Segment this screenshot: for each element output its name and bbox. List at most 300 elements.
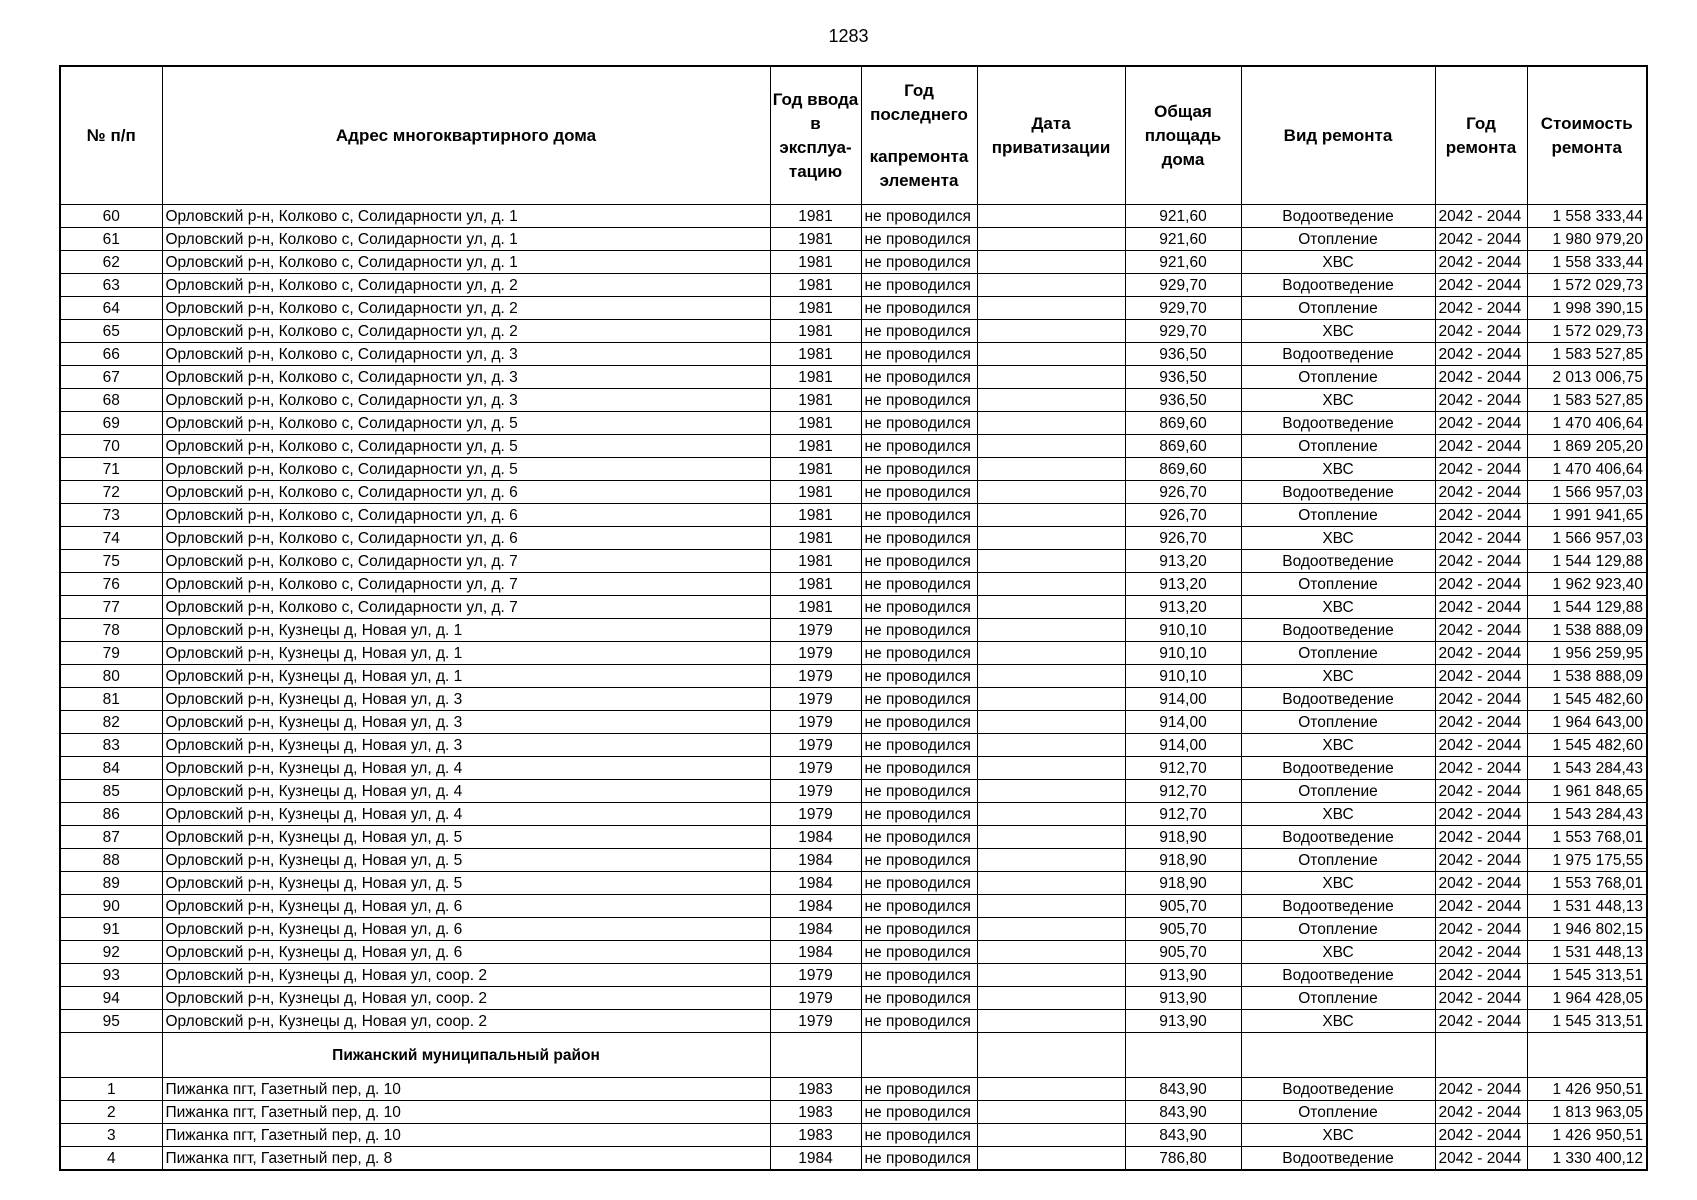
table-header — [60, 66, 1647, 205]
cell-cost: 1 991 941,65 — [1527, 504, 1647, 527]
cell-repair-type: Водоотведение — [1241, 826, 1435, 849]
cell-privatization — [977, 320, 1125, 343]
cell-repair-year: 2042 - 2044 — [1435, 849, 1527, 872]
cell-privatization — [977, 251, 1125, 274]
cell-cost: 1 946 802,15 — [1527, 918, 1647, 941]
cell-last-repair: не проводился — [861, 205, 977, 228]
cell-year-built: 1981 — [770, 527, 861, 550]
cell-privatization — [977, 918, 1125, 941]
cell-repair-year: 2042 - 2044 — [1435, 412, 1527, 435]
cell-cost: 1 572 029,73 — [1527, 320, 1647, 343]
cell-repair-year: 2042 - 2044 — [1435, 964, 1527, 987]
table-row — [60, 918, 1647, 941]
cell-cost: 1 980 979,20 — [1527, 228, 1647, 251]
cell-year-built: 1981 — [770, 481, 861, 504]
table-row — [60, 619, 1647, 642]
cell-area: 905,70 — [1125, 895, 1241, 918]
cell-num: 64 — [60, 297, 162, 320]
cell-address: Орловский р-н, Колково с, Солидарности ул, д. 1 — [162, 251, 770, 274]
cell-cost: 1 543 284,43 — [1527, 757, 1647, 780]
table-row — [60, 826, 1647, 849]
cell-address: Орловский р-н, Колково с, Солидарности ул, д. 5 — [162, 458, 770, 481]
cell-repair-type: Отопление — [1241, 573, 1435, 596]
cell-repair-year: 2042 - 2044 — [1435, 1010, 1527, 1033]
cell-repair-type: Отопление — [1241, 987, 1435, 1010]
cell-repair-type: Водоотведение — [1241, 1078, 1435, 1101]
cell-address: Орловский р-н, Кузнецы д, Новая ул, д. 1 — [162, 665, 770, 688]
cell-empty — [977, 1033, 1125, 1078]
cell-year-built: 1981 — [770, 366, 861, 389]
cell-address: Орловский р-н, Кузнецы д, Новая ул, д. 1 — [162, 642, 770, 665]
cell-address: Орловский р-н, Колково с, Солидарности ул, д. 1 — [162, 205, 770, 228]
cell-cost: 1 330 400,12 — [1527, 1147, 1647, 1171]
cell-num: 65 — [60, 320, 162, 343]
cell-repair-year: 2042 - 2044 — [1435, 918, 1527, 941]
cell-privatization — [977, 734, 1125, 757]
cell-last-repair: не проводился — [861, 504, 977, 527]
cell-repair-type: ХВС — [1241, 803, 1435, 826]
table-row — [60, 573, 1647, 596]
cell-area: 910,10 — [1125, 642, 1241, 665]
cell-repair-type: Водоотведение — [1241, 688, 1435, 711]
cell-num: 94 — [60, 987, 162, 1010]
cell-privatization — [977, 642, 1125, 665]
cell-address: Орловский р-н, Кузнецы д, Новая ул, д. 4 — [162, 757, 770, 780]
cell-last-repair: не проводился — [861, 389, 977, 412]
cell-address: Орловский р-н, Кузнецы д, Новая ул, соор. 2 — [162, 1010, 770, 1033]
cell-repair-year: 2042 - 2044 — [1435, 389, 1527, 412]
cell-area: 921,60 — [1125, 228, 1241, 251]
cell-address: Орловский р-н, Колково с, Солидарности ул, д. 7 — [162, 573, 770, 596]
district-row — [60, 1033, 1647, 1078]
cell-area: 921,60 — [1125, 205, 1241, 228]
table-row — [60, 343, 1647, 366]
cell-privatization — [977, 596, 1125, 619]
cell-num: 79 — [60, 642, 162, 665]
cell-last-repair: не проводился — [861, 1010, 977, 1033]
cell-num: 95 — [60, 1010, 162, 1033]
cell-num: 67 — [60, 366, 162, 389]
district-name: Пижанский муниципальный район — [162, 1033, 770, 1078]
cell-num: 1 — [60, 1078, 162, 1101]
cell-privatization — [977, 366, 1125, 389]
cell-cost: 1 545 313,51 — [1527, 964, 1647, 987]
cell-privatization — [977, 1010, 1125, 1033]
cell-last-repair: не проводился — [861, 527, 977, 550]
cell-last-repair: не проводился — [861, 573, 977, 596]
table-row — [60, 366, 1647, 389]
cell-address: Орловский р-н, Кузнецы д, Новая ул, д. 6 — [162, 941, 770, 964]
cell-year-built: 1984 — [770, 1147, 861, 1171]
table-row — [60, 895, 1647, 918]
cell-cost: 1 962 923,40 — [1527, 573, 1647, 596]
cell-cost: 1 558 333,44 — [1527, 251, 1647, 274]
cell-repair-type: Водоотведение — [1241, 481, 1435, 504]
cell-area: 869,60 — [1125, 435, 1241, 458]
cell-area: 912,70 — [1125, 757, 1241, 780]
cell-privatization — [977, 1124, 1125, 1147]
cell-repair-type: Водоотведение — [1241, 550, 1435, 573]
cell-last-repair: не проводился — [861, 688, 977, 711]
cell-privatization — [977, 780, 1125, 803]
cell-cost: 1 543 284,43 — [1527, 803, 1647, 826]
cell-repair-type: Водоотведение — [1241, 895, 1435, 918]
cell-cost: 1 558 333,44 — [1527, 205, 1647, 228]
cell-repair-year: 2042 - 2044 — [1435, 527, 1527, 550]
cell-repair-year: 2042 - 2044 — [1435, 550, 1527, 573]
cell-address: Орловский р-н, Колково с, Солидарности ул, д. 3 — [162, 366, 770, 389]
cell-privatization — [977, 435, 1125, 458]
cell-repair-year: 2042 - 2044 — [1435, 481, 1527, 504]
cell-area: 929,70 — [1125, 297, 1241, 320]
cell-repair-type: ХВС — [1241, 527, 1435, 550]
cell-area: 926,70 — [1125, 527, 1241, 550]
cell-year-built: 1981 — [770, 573, 861, 596]
table-row — [60, 1101, 1647, 1124]
cell-area: 910,10 — [1125, 619, 1241, 642]
cell-address: Орловский р-н, Колково с, Солидарности ул, д. 3 — [162, 389, 770, 412]
table-row — [60, 1010, 1647, 1033]
cell-address: Орловский р-н, Кузнецы д, Новая ул, соор. 2 — [162, 964, 770, 987]
cell-repair-type: Отопление — [1241, 1101, 1435, 1124]
cell-address: Орловский р-н, Кузнецы д, Новая ул, д. 3 — [162, 711, 770, 734]
cell-num: 60 — [60, 205, 162, 228]
table-row — [60, 550, 1647, 573]
cell-repair-type: Отопление — [1241, 435, 1435, 458]
table-row — [60, 274, 1647, 297]
table-row — [60, 228, 1647, 251]
cell-area: 869,60 — [1125, 412, 1241, 435]
cell-repair-type: Водоотведение — [1241, 274, 1435, 297]
cell-area: 914,00 — [1125, 734, 1241, 757]
cell-area: 912,70 — [1125, 803, 1241, 826]
cell-address: Орловский р-н, Кузнецы д, Новая ул, д. 5 — [162, 826, 770, 849]
cell-repair-year: 2042 - 2044 — [1435, 504, 1527, 527]
cell-num: 92 — [60, 941, 162, 964]
cell-year-built: 1983 — [770, 1101, 861, 1124]
header-last-repair-line2: капремонта элемента — [869, 146, 969, 190]
cell-cost: 1 566 957,03 — [1527, 481, 1647, 504]
cell-repair-year: 2042 - 2044 — [1435, 274, 1527, 297]
cell-repair-year: 2042 - 2044 — [1435, 297, 1527, 320]
table-row — [60, 297, 1647, 320]
cell-privatization — [977, 757, 1125, 780]
cell-repair-year: 2042 - 2044 — [1435, 619, 1527, 642]
cell-repair-year: 2042 - 2044 — [1435, 1147, 1527, 1171]
cell-last-repair: не проводился — [861, 435, 977, 458]
cell-year-built: 1979 — [770, 987, 861, 1010]
cell-repair-type: ХВС — [1241, 1010, 1435, 1033]
cell-num: 4 — [60, 1147, 162, 1171]
cell-address: Орловский р-н, Колково с, Солидарности ул, д. 6 — [162, 527, 770, 550]
cell-area: 918,90 — [1125, 826, 1241, 849]
cell-privatization — [977, 343, 1125, 366]
cell-cost: 1 566 957,03 — [1527, 527, 1647, 550]
header-address: Адрес многоквартирного дома — [162, 66, 770, 205]
cell-year-built: 1984 — [770, 849, 861, 872]
cell-area: 913,90 — [1125, 1010, 1241, 1033]
cell-cost: 1 538 888,09 — [1527, 619, 1647, 642]
cell-repair-type: Отопление — [1241, 297, 1435, 320]
cell-privatization — [977, 895, 1125, 918]
cell-last-repair: не проводился — [861, 297, 977, 320]
cell-last-repair: не проводился — [861, 803, 977, 826]
cell-repair-year: 2042 - 2044 — [1435, 1101, 1527, 1124]
header-repair-type: Вид ремонта — [1241, 66, 1435, 205]
table-row — [60, 803, 1647, 826]
cell-last-repair: не проводился — [861, 941, 977, 964]
table-row — [60, 1078, 1647, 1101]
cell-cost: 1 531 448,13 — [1527, 895, 1647, 918]
cell-cost: 1 538 888,09 — [1527, 665, 1647, 688]
cell-privatization — [977, 412, 1125, 435]
cell-num: 88 — [60, 849, 162, 872]
cell-privatization — [977, 665, 1125, 688]
cell-area: 913,90 — [1125, 964, 1241, 987]
cell-repair-type: Отопление — [1241, 711, 1435, 734]
cell-repair-type: Отопление — [1241, 849, 1435, 872]
cell-repair-type: Отопление — [1241, 366, 1435, 389]
cell-address: Орловский р-н, Кузнецы д, Новая ул, д. 5 — [162, 872, 770, 895]
cell-repair-type: Отопление — [1241, 228, 1435, 251]
cell-year-built: 1979 — [770, 803, 861, 826]
cell-privatization — [977, 803, 1125, 826]
cell-last-repair: не проводился — [861, 895, 977, 918]
cell-address: Орловский р-н, Кузнецы д, Новая ул, соор. 2 — [162, 987, 770, 1010]
cell-repair-year: 2042 - 2044 — [1435, 987, 1527, 1010]
cell-address: Орловский р-н, Колково с, Солидарности ул, д. 2 — [162, 320, 770, 343]
cell-repair-year: 2042 - 2044 — [1435, 688, 1527, 711]
cell-repair-type: Отопление — [1241, 918, 1435, 941]
cell-last-repair: не проводился — [861, 1124, 977, 1147]
cell-cost: 2 013 006,75 — [1527, 366, 1647, 389]
header-privatization: Дата приватизации — [977, 66, 1125, 205]
header-last-repair — [861, 66, 977, 205]
cell-last-repair: не проводился — [861, 228, 977, 251]
cell-address: Орловский р-н, Колково с, Солидарности ул, д. 3 — [162, 343, 770, 366]
cell-address: Орловский р-н, Колково с, Солидарности ул, д. 5 — [162, 412, 770, 435]
header-cost: Стоимость ремонта — [1527, 66, 1647, 205]
cell-last-repair: не проводился — [861, 918, 977, 941]
cell-address: Пижанка пгт, Газетный пер, д. 10 — [162, 1124, 770, 1147]
cell-num: 83 — [60, 734, 162, 757]
table-row — [60, 757, 1647, 780]
cell-last-repair: не проводился — [861, 1078, 977, 1101]
cell-num: 66 — [60, 343, 162, 366]
cell-empty — [1435, 1033, 1527, 1078]
table-row — [60, 688, 1647, 711]
cell-address: Пижанка пгт, Газетный пер, д. 8 — [162, 1147, 770, 1171]
cell-repair-year: 2042 - 2044 — [1435, 711, 1527, 734]
header-area: Общая площадь дома — [1125, 66, 1241, 205]
cell-year-built: 1981 — [770, 389, 861, 412]
cell-cost: 1 813 963,05 — [1527, 1101, 1647, 1124]
cell-address: Орловский р-н, Колково с, Солидарности ул, д. 7 — [162, 550, 770, 573]
cell-privatization — [977, 987, 1125, 1010]
cell-cost: 1 545 313,51 — [1527, 1010, 1647, 1033]
cell-area: 913,20 — [1125, 573, 1241, 596]
cell-repair-year: 2042 - 2044 — [1435, 228, 1527, 251]
cell-address: Орловский р-н, Колково с, Солидарности ул, д. 2 — [162, 274, 770, 297]
cell-year-built: 1981 — [770, 504, 861, 527]
cell-repair-type: ХВС — [1241, 458, 1435, 481]
cell-year-built: 1981 — [770, 320, 861, 343]
cell-privatization — [977, 941, 1125, 964]
cell-last-repair: не проводился — [861, 320, 977, 343]
cell-year-built: 1981 — [770, 550, 861, 573]
cell-year-built: 1984 — [770, 826, 861, 849]
cell-repair-year: 2042 - 2044 — [1435, 1078, 1527, 1101]
cell-year-built: 1981 — [770, 343, 861, 366]
cell-repair-type: ХВС — [1241, 872, 1435, 895]
cell-last-repair: не проводился — [861, 642, 977, 665]
cell-area: 905,70 — [1125, 941, 1241, 964]
table-row — [60, 780, 1647, 803]
cell-year-built: 1984 — [770, 872, 861, 895]
cell-cost: 1 553 768,01 — [1527, 826, 1647, 849]
cell-last-repair: не проводился — [861, 251, 977, 274]
cell-cost: 1 426 950,51 — [1527, 1078, 1647, 1101]
cell-cost: 1 956 259,95 — [1527, 642, 1647, 665]
cell-repair-year: 2042 - 2044 — [1435, 573, 1527, 596]
cell-last-repair: не проводился — [861, 1101, 977, 1124]
table-row — [60, 504, 1647, 527]
cell-year-built: 1979 — [770, 688, 861, 711]
cell-address: Орловский р-н, Колково с, Солидарности ул, д. 1 — [162, 228, 770, 251]
cell-last-repair: не проводился — [861, 412, 977, 435]
cell-cost: 1 964 643,00 — [1527, 711, 1647, 734]
cell-num: 93 — [60, 964, 162, 987]
repair-register-table — [59, 65, 1648, 1171]
cell-repair-year: 2042 - 2044 — [1435, 366, 1527, 389]
cell-repair-year: 2042 - 2044 — [1435, 734, 1527, 757]
cell-num: 91 — [60, 918, 162, 941]
header-year-built: Год ввода в эксплуа-тацию — [770, 66, 861, 205]
cell-privatization — [977, 872, 1125, 895]
table-row — [60, 642, 1647, 665]
cell-repair-type: Водоотведение — [1241, 757, 1435, 780]
cell-repair-year: 2042 - 2044 — [1435, 435, 1527, 458]
cell-repair-type: ХВС — [1241, 734, 1435, 757]
cell-repair-year: 2042 - 2044 — [1435, 596, 1527, 619]
cell-area: 929,70 — [1125, 274, 1241, 297]
cell-last-repair: не проводился — [861, 964, 977, 987]
cell-privatization — [977, 205, 1125, 228]
cell-cost: 1 572 029,73 — [1527, 274, 1647, 297]
cell-year-built: 1981 — [770, 297, 861, 320]
cell-address: Орловский р-н, Колково с, Солидарности ул, д. 2 — [162, 297, 770, 320]
cell-address: Орловский р-н, Колково с, Солидарности ул, д. 5 — [162, 435, 770, 458]
cell-privatization — [977, 550, 1125, 573]
cell-year-built: 1981 — [770, 205, 861, 228]
cell-num: 86 — [60, 803, 162, 826]
cell-cost: 1 545 482,60 — [1527, 688, 1647, 711]
cell-area: 918,90 — [1125, 849, 1241, 872]
cell-last-repair: не проводился — [861, 734, 977, 757]
cell-repair-type: ХВС — [1241, 941, 1435, 964]
cell-repair-type: ХВС — [1241, 320, 1435, 343]
cell-num: 82 — [60, 711, 162, 734]
cell-address: Орловский р-н, Кузнецы д, Новая ул, д. 6 — [162, 895, 770, 918]
cell-num: 70 — [60, 435, 162, 458]
cell-privatization — [977, 849, 1125, 872]
table-row — [60, 389, 1647, 412]
table-row — [60, 412, 1647, 435]
header-last-repair-line1: Год последнего — [870, 80, 968, 124]
cell-privatization — [977, 458, 1125, 481]
cell-num: 2 — [60, 1101, 162, 1124]
cell-year-built: 1979 — [770, 757, 861, 780]
cell-num: 85 — [60, 780, 162, 803]
table-row — [60, 872, 1647, 895]
table-row — [60, 596, 1647, 619]
table-row — [60, 320, 1647, 343]
cell-privatization — [977, 688, 1125, 711]
cell-cost: 1 583 527,85 — [1527, 343, 1647, 366]
cell-empty — [861, 1033, 977, 1078]
table-row — [60, 1147, 1647, 1171]
cell-year-built: 1981 — [770, 596, 861, 619]
cell-empty — [1125, 1033, 1241, 1078]
cell-year-built: 1981 — [770, 435, 861, 458]
cell-cost: 1 998 390,15 — [1527, 297, 1647, 320]
cell-cost: 1 961 848,65 — [1527, 780, 1647, 803]
cell-repair-type: ХВС — [1241, 251, 1435, 274]
cell-repair-year: 2042 - 2044 — [1435, 941, 1527, 964]
cell-repair-year: 2042 - 2044 — [1435, 826, 1527, 849]
cell-area: 914,00 — [1125, 711, 1241, 734]
cell-num: 62 — [60, 251, 162, 274]
cell-cost: 1 975 175,55 — [1527, 849, 1647, 872]
cell-num: 78 — [60, 619, 162, 642]
cell-year-built: 1984 — [770, 918, 861, 941]
cell-repair-year: 2042 - 2044 — [1435, 757, 1527, 780]
cell-repair-type: Водоотведение — [1241, 412, 1435, 435]
cell-year-built: 1979 — [770, 780, 861, 803]
cell-empty — [770, 1033, 861, 1078]
cell-address: Пижанка пгт, Газетный пер, д. 10 — [162, 1078, 770, 1101]
cell-repair-type: Водоотведение — [1241, 343, 1435, 366]
cell-repair-year: 2042 - 2044 — [1435, 205, 1527, 228]
cell-cost: 1 583 527,85 — [1527, 389, 1647, 412]
cell-repair-year: 2042 - 2044 — [1435, 320, 1527, 343]
cell-privatization — [977, 1147, 1125, 1171]
header-repair-year: Год ремонта — [1435, 66, 1527, 205]
cell-area: 936,50 — [1125, 343, 1241, 366]
table-row — [60, 205, 1647, 228]
cell-num: 3 — [60, 1124, 162, 1147]
cell-last-repair: не проводился — [861, 1147, 977, 1171]
cell-area: 936,50 — [1125, 389, 1241, 412]
table-row — [60, 251, 1647, 274]
cell-repair-type: Водоотведение — [1241, 964, 1435, 987]
cell-repair-type: ХВС — [1241, 1124, 1435, 1147]
cell-area: 926,70 — [1125, 504, 1241, 527]
cell-year-built: 1979 — [770, 1010, 861, 1033]
cell-num: 69 — [60, 412, 162, 435]
cell-num: 71 — [60, 458, 162, 481]
cell-last-repair: не проводился — [861, 458, 977, 481]
cell-repair-year: 2042 - 2044 — [1435, 803, 1527, 826]
cell-address: Орловский р-н, Кузнецы д, Новая ул, д. 5 — [162, 849, 770, 872]
cell-last-repair: не проводился — [861, 343, 977, 366]
cell-address: Орловский р-н, Кузнецы д, Новая ул, д. 6 — [162, 918, 770, 941]
cell-num: 68 — [60, 389, 162, 412]
cell-address: Орловский р-н, Кузнецы д, Новая ул, д. 4 — [162, 803, 770, 826]
cell-year-built: 1984 — [770, 895, 861, 918]
cell-privatization — [977, 389, 1125, 412]
cell-year-built: 1979 — [770, 734, 861, 757]
